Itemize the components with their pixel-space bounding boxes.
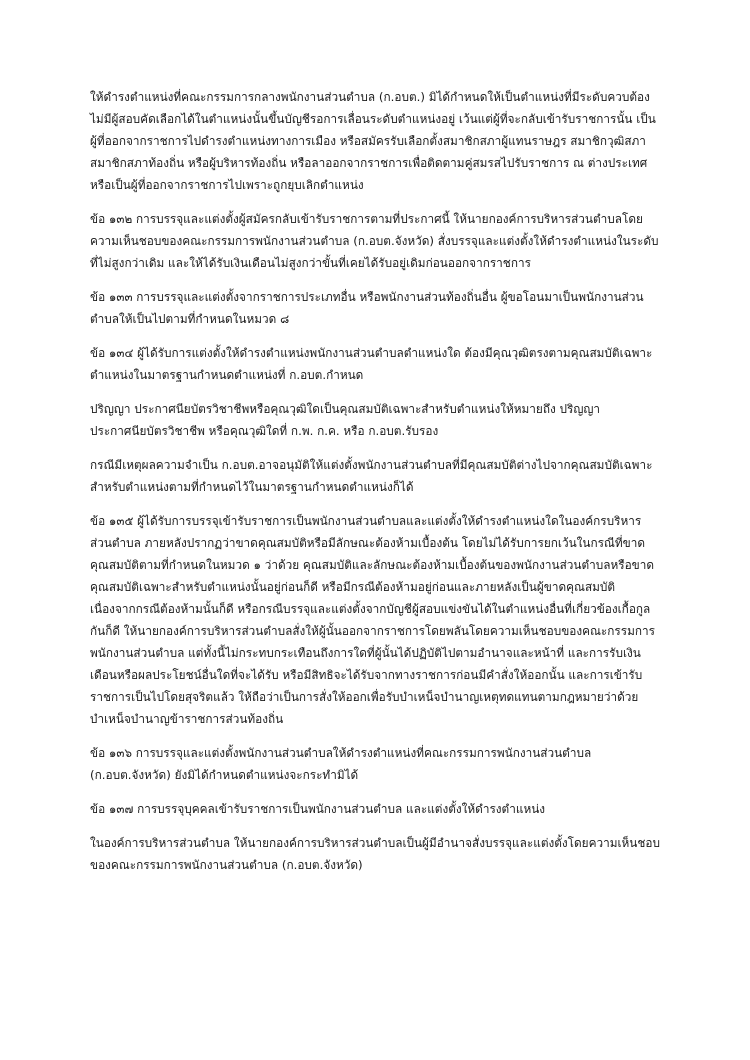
paragraph-clause-136: ข้อ ๑๓๖ การบรรจุและแต่งตั้งพนักงานส่วนตำบลให้ดำรงตำแหน่งที่คณะกรรมการพนักงานส่วนตำบล (ก.อบต.จังหวัด) ยังมิได้กำหนดตำแหน่งจะกระทำมิได้ bbox=[90, 746, 592, 782]
paragraph-clause-134: ข้อ ๑๓๔ ผู้ได้รับการแต่งตั้งให้ดำรงตำแหน่งพนักงานส่วนตำบลตำแหน่งใด ต้องมีคุณวุฒิตรงตามคุณสมบัติเฉพาะตำแหน่งในมาตรฐานกำหนดตำแหน่งที่ ก.อบต.กำหนด bbox=[90, 346, 653, 382]
paragraph-qualification-exception: กรณีมีเหตุผลความจำเป็น ก.อบต.อาจอนุมัติให้แต่งตั้งพนักงานส่วนตำบลที่มีคุณสมบัติต่างไปจากคุณสมบัติเฉพาะสำหรับตำแหน่งตามที่กำหนดไว้ในมาตรฐานกำหนดตำแหน่งก็ได้ bbox=[90, 458, 653, 494]
paragraph-qualification-definition: ปริญญา ประกาศนียบัตรวิชาชีพหรือคุณวุฒิใดเป็นคุณสมบัติเฉพาะสำหรับตำแหน่งให้หมายถึง ปริญญาประกาศนียบัตรวิชาชีพ หรือคุณวุฒิใดที่ ก.พ. ก.ค. หรือ ก.อบต.รับรอง bbox=[90, 402, 601, 438]
paragraph-clause-133: ข้อ ๑๓๓ การบรรจุและแต่งตั้งจากราชการประเภทอื่น หรือพนักงานส่วนท้องถิ่นอื่น ผู้ขอโอนมาเป็นพนักงานส่วนตำบลให้เป็นไปตามที่กำหนดในหมวด ๘ bbox=[90, 290, 644, 326]
paragraph-clause-135: ข้อ ๑๓๕ ผู้ได้รับการบรรจุเข้ารับราชการเป็นพนักงานส่วนตำบลและแต่งตั้งให้ดำรงตำแหน่งใดในองค์กรบริหารส่วนตำบล ภายหลังปรากฏว่าขาดคุณสมบัติหรือมีลักษณะต้องห้ามเบื้องต้น โดยไม่ได้รับการยกเว้นในกรณีที่ขาดคุณสมบัติตามที่กำหนดในหมวด ๑ ว่าด้วย คุณสมบัติและลักษณะต้องห้ามเบื้องต้นของพนักงานส่วนตำบลหรือขาดคุณสมบัติเฉพาะสำหรับตำแหน่งนั้นอยู่ก่อนก็ดี หรือมีกรณีต้องห้ามอยู่ก่อนและภายหลังเป็นผู้ขาดคุณสมบัติเนื่องจากกรณีต้องห้ามนั้นก็ดี หรือกรณีบรรจุและแต่งตั้งจากบัญชีผู้สอบแข่งขันได้ในตำแหน่งอื่นที่เกี่ยวข้องเกื้อกูลกันก็ดี ให้นายกองค์การบริหารส่วนตำบลสั่งให้ผู้นั้นออกจากราชการโดยพลันโดยความเห็นชอบของคณะกรรมการพนักงานส่วนตำบล แต่ทั้งนี้ไม่กระทบกระเทือนถึงการใดที่ผู้นั้นได้ปฏิบัติไปตามอำนาจและหน้าที่ และการรับเงินเดือนหรือผลประโยชน์อื่นใดที่จะได้รับ หรือมีสิทธิจะได้รับจากทางราชการก่อนมีคำสั่งให้ออกนั้น และการเข้ารับราชการเป็นไปโดยสุจริตแล้ว ให้ถือว่าเป็นการสั่งให้ออกเพื่อรับบำเหน็จบำนาญเหตุทดแทนตามกฎหมายว่าด้วยบำเหน็จบำนาญข้าราชการส่วนท้องถิ่น bbox=[90, 514, 655, 726]
paragraph-clause-132: ข้อ ๑๓๒ การบรรจุและแต่งตั้งผู้สมัครกลับเข้ารับราชการตามที่ประกาศนี้ ให้นายกองค์การบริหารส่วนตำบลโดยความเห็นชอบของคณะกรรมการพนักงานส่วนตำบล (ก.อบต.จังหวัด) สั่งบรรจุและแต่งตั้งให้ดำรงตำแหน่งในระดับที่ไม่สูงกว่าเดิม และให้ได้รับเงินเดือนไม่สูงกว่าขั้นที่เคยได้รับอยู่เดิมก่อนออกจากราชการ bbox=[90, 212, 659, 270]
paragraph-appointment-authority: ในองค์การบริหารส่วนตำบล ให้นายกองค์การบริหารส่วนตำบลเป็นผู้มีอำนาจสั่งบรรจุและแต่งตั้งโดยความเห็นชอบของคณะกรรมการพนักงานส่วนตำบล (ก.อบต.จังหวัด) bbox=[90, 836, 660, 872]
paragraph-clause-137: ข้อ ๑๓๗ การบรรจุบุคคลเข้ารับราชการเป็นพนักงานส่วนตำบล และแต่งตั้งให้ดำรงตำแหน่ง bbox=[90, 802, 546, 816]
paragraph-position-eligibility: ให้ดำรงตำแหน่งที่คณะกรรมการกลางพนักงานส่วนตำบล (ก.อบต.) มิได้กำหนดให้เป็นตำแหน่งที่มีระดับควบต้องไม่มีผู้สอบคัดเลือกได้ในตำแหน่งนั้นขึ้นบัญชีรอการเลื่อนระดับตำแหน่งอยู่ เว้นแต่ผู้ที่จะกลับเข้ารับราชการนั้น เป็นผู้ที่ออกจากราชการไปดำรงตำแหน่งทางการเมือง หรือสมัครรับเลือกตั้งสมาชิกสภาผู้แทนราษฎร สมาชิกวุฒิสภา สมาชิกสภาท้องถิ่น หรือผู้บริหารท้องถิ่น หรือลาออกจากราชการเพื่อติดตามคู่สมรสไปรับราชการ ณ ต่างประเทศ หรือเป็นผู้ที่ออกจากราชการไปเพราะถูกยุบเลิกตำแหน่ง bbox=[90, 90, 656, 192]
